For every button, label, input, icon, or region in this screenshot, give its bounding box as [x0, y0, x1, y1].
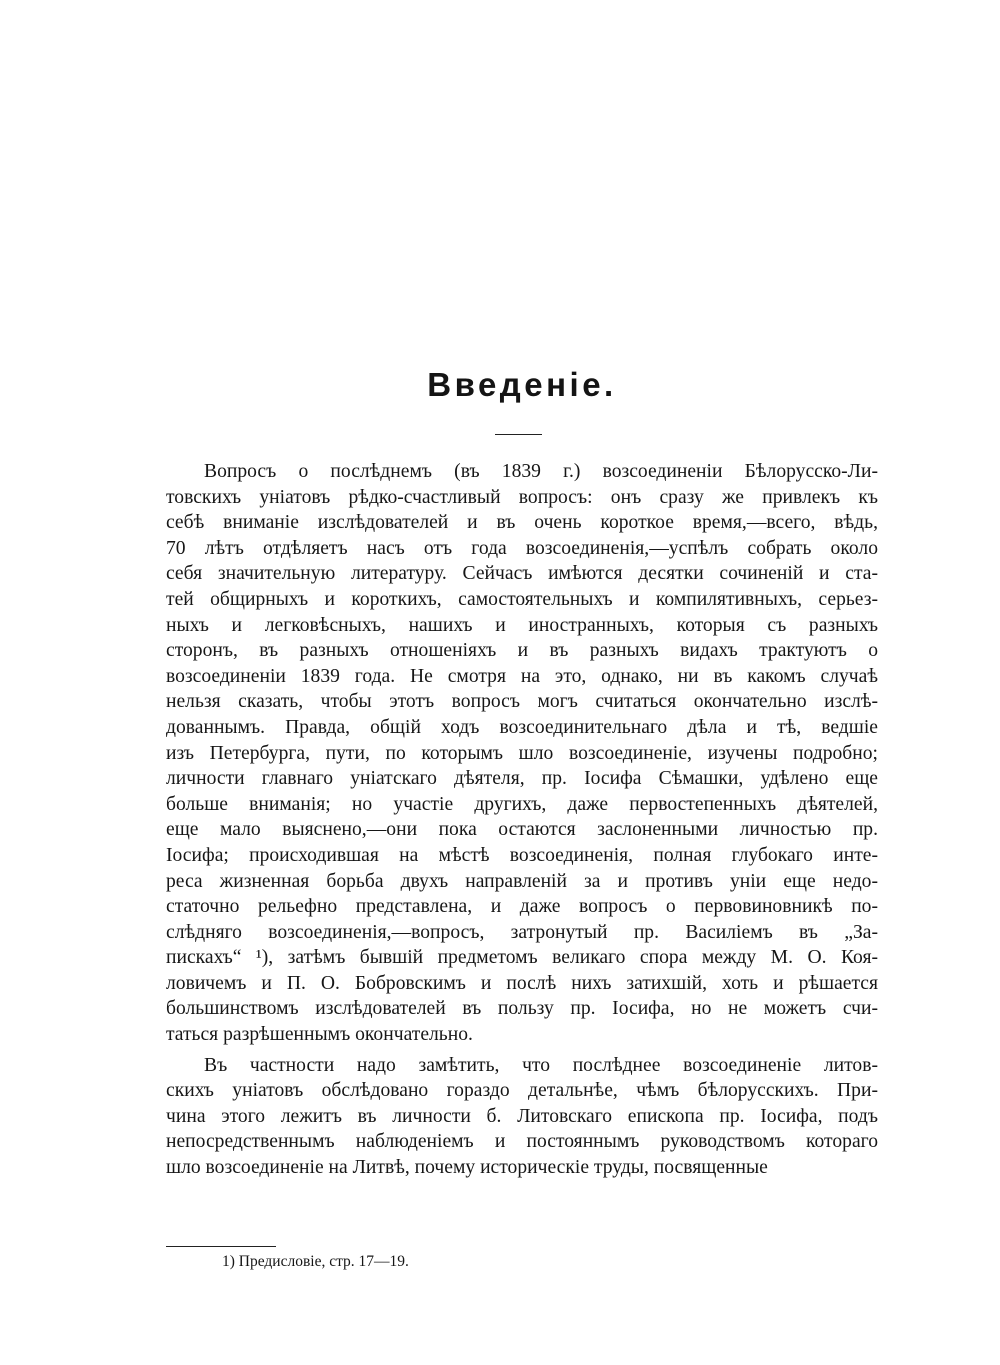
text-line: дованнымъ. Правда, общій ходъ возсоединительнаго дѣла и тѣ, ведшіе	[166, 716, 878, 738]
text-line: Вопросъ о послѣднемъ (въ 1839 г.) возсоединеніи Бѣлорусско-Ли-	[204, 461, 878, 482]
text-line: статочно рельефно представлена, и даже вопросъ о первовиновникѣ по-	[166, 896, 878, 918]
text-line: ныхъ и легковѣсныхъ, нашихъ и иностранныхъ, которыя съ разныхъ	[166, 614, 878, 636]
text-line: пискахъ“ ¹), затѣмъ бывшій предметомъ великаго спора между М. О. Коя-	[166, 947, 878, 969]
text-line: большинствомъ изслѣдователей въ пользу пр. Іосифа, но не можетъ счи-	[166, 998, 878, 1020]
text-line: нельзя сказать, чтобы этотъ вопросъ могъ считаться окончательно изслѣ-	[166, 691, 878, 713]
text-line: непосредственнымъ наблюденіемъ и постояннымъ руководствомъ котораго	[166, 1131, 878, 1153]
text-line: ловичемъ и П. О. Бобровскимъ и послѣ нихъ затихшій, хоть и рѣшается	[166, 972, 878, 994]
text-line: 70 лѣтъ отдѣляетъ насъ отъ года возсоединенія,—успѣлъ собрать около	[166, 537, 878, 559]
text-line: Въ частности надо замѣтить, что послѣднее возсоединеніе литов-	[204, 1054, 878, 1076]
text-line: еще мало выяснено,—они пока остаются заслоненными личностью пр.	[166, 819, 878, 841]
text-line: больше вниманія; но участіе другихъ, даже первостепенныхъ дѣятелей,	[166, 793, 878, 815]
footnote: 1) Предисловіе, стр. 17—19.	[222, 1253, 409, 1270]
text-line: шло возсоединеніе на Литвѣ, почему историческіе труды, посвященные	[166, 1157, 768, 1179]
text-line: личности главнаго уніатскаго дѣятеля, пр. Іосифа Сѣмашки, удѣлено еще	[166, 768, 878, 790]
text-line: тей общирныхъ и короткихъ, самостоятельныхъ и компилятивныхъ, серьез-	[166, 588, 878, 610]
text-line: слѣдняго возсоединенія,—вопросъ, затронутый пр. Василіемъ въ „За-	[166, 921, 878, 943]
footnote-divider	[166, 1246, 276, 1247]
text-line: изъ Петербурга, пути, по которымъ шло возсоединеніе, изучены подробно;	[166, 742, 878, 764]
text-line: возсоединеніи 1839 года. Не смотря на это, однако, ни въ какомъ случаѣ	[166, 665, 878, 687]
text-line: себѣ вниманіе изслѣдователей и въ очень короткое время,—всего, вѣдь,	[166, 512, 878, 534]
text-line: реса жизненная борьба двухъ направленій за и противъ уніи еще недо-	[166, 870, 878, 892]
text-line: товскихъ уніатовъ рѣдко-счастливый вопросъ: онъ сразу же привлекъ къ	[166, 486, 878, 508]
main-text	[166, 459, 878, 1181]
text-line: сторонъ, въ разныхъ отношеніяхъ и въ разныхъ видахъ трактуютъ о	[166, 640, 878, 662]
title-divider	[495, 434, 542, 435]
text-line: скихъ уніатовъ обслѣдовано гораздо детальнѣе, чѣмъ бѣлорусскихъ. При-	[166, 1080, 878, 1102]
text-line: таться разрѣшеннымъ окончательно.	[166, 1024, 473, 1046]
text-line: Іосифа; происходившая на мѣстѣ возсоединенія, полная глубокаго инте-	[166, 844, 878, 866]
chapter-title: Введеніе.	[427, 366, 617, 403]
text-line: чина этого лежитъ въ личности б. Литовскаго епископа пр. Іосифа, подъ	[166, 1105, 878, 1127]
text-line: себя значительную литературу. Сейчасъ имѣются десятки сочиненій и ста-	[166, 563, 878, 585]
